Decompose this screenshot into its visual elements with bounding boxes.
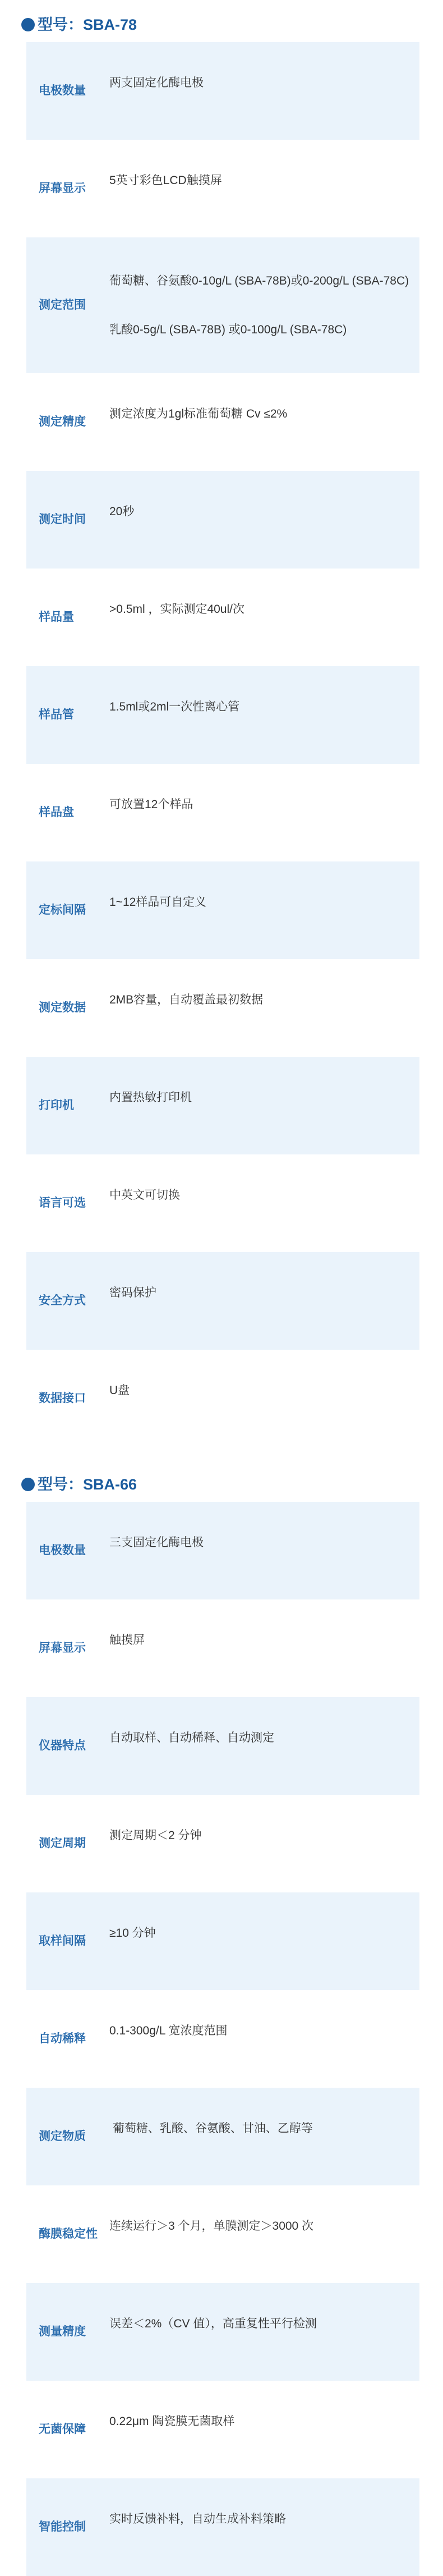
spec-row [26,42,419,140]
spec-label: 样品量 [39,611,74,624]
spec-row [26,569,419,666]
spec-row [26,1502,419,1599]
spec-value [109,1057,195,1154]
spec-value [109,2088,316,2185]
spec-value [109,1990,230,2088]
spec-row [26,2185,419,2283]
spec-label: 取样间隔 [39,1935,86,1947]
spec-value-line1: 0.1-300g/L 宽浓度范围 [109,2024,228,2037]
spec-value-line1: 葡萄糖、乳酸、谷氨酸、甘油、乙醇等 [109,2122,313,2135]
spec-label: 数据接口 [39,1392,86,1405]
spec-value-line1: 连续运行＞3 个月，单膜测定＞3000 次 [109,2220,314,2233]
spec-value-line1: 三支固定化酶电极 [109,1536,204,1549]
spec-value [109,2185,317,2283]
spec-value-line1: 实时反馈补料，自动生成补料策略 [109,2513,286,2525]
spec-label: 仪器特点 [39,1739,86,1752]
spec-label: 测定精度 [39,415,86,428]
spec-table [26,42,419,1447]
spec-value [109,1502,207,1599]
spec-section [0,1447,443,2576]
spec-row [26,1350,419,1447]
spec-label: 测量精度 [39,2325,86,2338]
bullet-icon [21,1478,35,1491]
spec-label: 样品盘 [39,806,74,819]
spec-value-line1: 两支固定化酶电极 [109,76,204,89]
spec-label: 测定周期 [39,1837,86,1850]
spec-label: 屏幕显示 [39,182,86,195]
spec-value-line1: 误差＜2%（CV 值），高重复性平行检测 [109,2317,317,2330]
spec-label: 电极数量 [39,1544,86,1557]
spec-value [109,1154,183,1252]
spec-label: 酶膜稳定性 [39,2227,98,2240]
spec-row [26,1697,419,1795]
section-header [21,1475,443,1493]
spec-label: 无菌保障 [39,2423,86,2436]
spec-row [26,237,419,373]
spec-label: 定标间隔 [39,904,86,916]
spec-value-line1: 5英寸彩色LCD触摸屏 [109,174,222,187]
spec-label: 打印机 [39,1099,74,1112]
spec-value [109,240,412,370]
spec-row [26,1892,419,1990]
section-header [21,16,443,34]
spec-value [109,373,290,471]
spec-value [109,959,266,1057]
spec-label: 测定时间 [39,513,86,526]
spec-row [26,1252,419,1350]
spec-row [26,2283,419,2381]
spec-row [26,2381,419,2478]
spec-value-line1: 触摸屏 [109,1634,145,1647]
section-title [38,16,137,34]
spec-label: 测定数据 [39,1001,86,1014]
spec-row [26,666,419,764]
bullet-icon [21,18,35,31]
section-title-model: SBA-66 [83,1476,137,1493]
spec-value-line1: 1.5ml或2ml一次性离心管 [109,700,240,713]
spec-row [26,140,419,237]
spec-label: 自动稀释 [39,2032,86,2045]
spec-table [26,1502,419,2576]
spec-value-line1: 20秒 [109,505,135,518]
spec-row [26,1057,419,1154]
spec-value-line2: 乳酸0-5g/L (SBA-78B) 或0-100g/L (SBA-78C) [109,323,347,336]
spec-row [26,959,419,1057]
spec-row [26,2478,419,2576]
spec-value [109,569,248,666]
spec-value [109,1599,148,1697]
spec-value [109,861,210,959]
spec-value-line1: 0.22μm 陶瓷膜无菌取样 [109,2415,235,2428]
section-title-prefix: 型号： [38,16,83,33]
spec-value [109,42,207,140]
spec-value [109,666,243,764]
spec-value-line1: ≥10 分钟 [109,1927,156,1940]
spec-value [109,764,196,861]
spec-value-line1: 可放置12个样品 [109,798,193,811]
spec-value-line1: 1~12样品可自定义 [109,896,207,909]
spec-row [26,1795,419,1892]
spec-value-line1: 测定浓度为1gl标准葡萄糖 Cv ≤2% [109,407,288,420]
spec-value [109,2478,289,2576]
spec-value [109,140,225,237]
spec-value-line1: 自动取样、自动稀释、自动测定 [109,1731,274,1744]
spec-label: 样品管 [39,708,74,721]
spec-row [26,471,419,569]
spec-row [26,764,419,861]
spec-row [26,1154,419,1252]
spec-label: 智能控制 [39,2520,86,2533]
spec-value-line1: >0.5ml ，实际测定40ul/次 [109,603,244,616]
spec-row [26,1990,419,2088]
spec-value [109,1350,133,1447]
spec-value [109,2283,320,2381]
spec-value-line1: 测定周期＜2 分钟 [109,1829,202,1842]
spec-value-line1: 中英文可切换 [109,1189,180,1202]
spec-label: 测定物质 [39,2130,86,2143]
spec-value-line1: 葡萄糖、谷氨酸0-10g/L (SBA-78B)或0-200g/L (SBA-78C) [109,274,409,287]
spec-label: 屏幕显示 [39,1642,86,1654]
spec-value [109,2381,238,2478]
spec-row [26,861,419,959]
spec-value [109,471,137,569]
spec-label: 测定范围 [39,299,86,311]
section-title-prefix: 型号： [38,1476,83,1493]
spec-row [26,1599,419,1697]
spec-label: 安全方式 [39,1294,86,1307]
spec-value [109,1795,205,1892]
spec-value-line1: 内置热敏打印机 [109,1091,192,1104]
spec-value-line1: 2MB容量，自动覆盖最初数据 [109,993,264,1006]
section-title-model: SBA-78 [83,16,137,33]
spec-label: 电极数量 [39,84,86,97]
spec-value [109,1892,159,1990]
spec-label: 语言可选 [39,1197,86,1209]
spec-value [109,1252,160,1350]
spec-value-line1: 密码保护 [109,1286,156,1299]
spec-row [26,2088,419,2185]
spec-value-line1: U盘 [109,1384,130,1397]
spec-value [109,1697,278,1795]
section-title [38,1475,137,1493]
spec-row [26,373,419,471]
